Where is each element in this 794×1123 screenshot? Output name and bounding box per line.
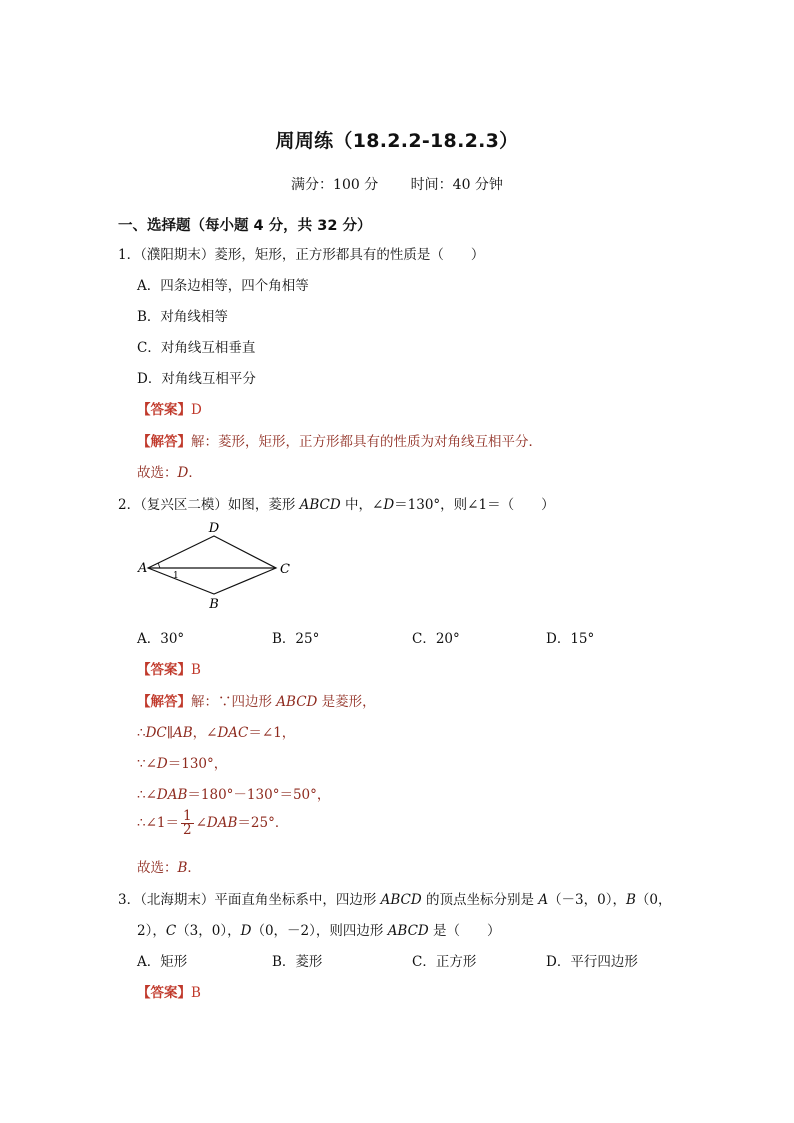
stem-var: ABCD: [387, 923, 429, 939]
time-limit: 时间：40 分钟: [410, 177, 503, 193]
q1-answer: [137, 398, 202, 418]
q2-solution-line-4: [137, 783, 330, 803]
label-c: C: [280, 562, 290, 577]
sol-text: ，∠: [192, 725, 218, 741]
stem-var: C: [165, 923, 177, 939]
q3-option-a: A．矩形: [137, 954, 188, 970]
exam-meta: [0, 174, 794, 194]
fraction-one-half: [181, 810, 194, 837]
q2-stem: [118, 493, 555, 513]
label-b: B: [209, 597, 219, 612]
stem-text: 是（ ）: [428, 923, 501, 939]
solution-text: 解：菱形，矩形，正方形都具有的性质为对角线互相平分．: [191, 434, 542, 450]
q1-option-c: C．对角线互相垂直: [137, 340, 256, 356]
section-heading: 一、选择题（每小题 4 分，共 32 分）: [118, 218, 372, 234]
sol-var: DC: [145, 725, 167, 741]
sol-text: ∠: [195, 815, 207, 831]
stem-var: A: [538, 892, 549, 908]
q2-solution-line-5: [137, 810, 288, 837]
choose-value: B: [177, 860, 188, 876]
fraction-denominator: 2: [183, 822, 192, 838]
answer-value: B: [191, 985, 201, 1001]
sol-text: ∴: [137, 725, 146, 741]
solution-tag: 【解答】: [137, 694, 191, 710]
stem-text: 的顶点坐标分别是: [421, 892, 539, 908]
choose-end: ．: [188, 465, 202, 481]
q2-option-b: B．25°: [272, 631, 320, 647]
q1-choose: [137, 461, 202, 481]
stem-text: （3，0），: [176, 923, 241, 939]
choose-label: 故选：: [137, 860, 178, 876]
full-score: 满分：100 分: [291, 177, 379, 193]
rhombus-outline: [148, 536, 276, 594]
q3-option-c: C．正方形: [412, 954, 477, 970]
q1-stem: 1．（濮阳期末）菱形，矩形，正方形都具有的性质是（ ）: [118, 247, 485, 263]
answer-value: B: [191, 662, 201, 678]
q3-stem-line-2: [137, 919, 501, 939]
label-angle-1: 1: [173, 571, 179, 581]
stem-text: （0，: [635, 892, 672, 908]
q3-option-b: B．菱形: [272, 954, 323, 970]
stem-text: （0，－2），则四边形: [251, 923, 388, 939]
label-a: A: [138, 561, 148, 576]
sol-var: AB: [173, 725, 193, 741]
sol-var: ABCD: [276, 694, 318, 710]
sol-text: ＝130°，: [167, 756, 228, 772]
solution-tag: 【解答】: [137, 434, 191, 450]
q1-option-d: D．对角线互相平分: [137, 371, 256, 387]
q2-option-d: D．15°: [546, 631, 595, 647]
stem-text: （－3，0），: [548, 892, 626, 908]
answer-tag: 【答案】: [137, 985, 191, 1001]
sol-var: DAB: [156, 787, 188, 803]
answer-tag: 【答案】: [137, 402, 191, 418]
q1-option-a: A．四条边相等，四个角相等: [137, 278, 309, 294]
sol-text: ＝25°．: [237, 815, 289, 831]
sol-text: ＝180°－130°＝50°，: [187, 787, 331, 803]
choose-end: ．: [187, 860, 201, 876]
stem-var: D: [240, 923, 252, 939]
q3-stem-line-1: [118, 888, 672, 908]
answer-value: D: [191, 402, 202, 418]
answer-tag: 【答案】: [137, 662, 191, 678]
stem-text: ＝130°，则∠1＝（ ）: [394, 497, 555, 513]
stem-d: D: [383, 497, 395, 513]
sol-var: D: [156, 756, 168, 772]
sol-text: 是菱形，: [317, 694, 376, 710]
rhombus-figure: [130, 518, 300, 612]
stem-text: 中，∠: [340, 497, 384, 513]
stem-abcd: ABCD: [299, 497, 341, 513]
sol-text: ∴∠1＝: [137, 815, 179, 831]
q1-solution: [137, 430, 542, 450]
q2-answer: [137, 658, 201, 678]
page-title: 周周练（18.2.2-18.2.3）: [275, 130, 519, 152]
sol-text: 解：∵四边形: [191, 694, 277, 710]
choose-label: 故选：: [137, 465, 178, 481]
q3-answer: [137, 981, 201, 1001]
sol-text: ∴∠: [137, 787, 157, 803]
fraction-numerator: 1: [183, 808, 192, 824]
sol-text: ∥: [166, 725, 173, 741]
choose-value: D: [177, 465, 189, 481]
q3-option-d: D．平行四边形: [546, 954, 638, 970]
stem-text: 2．（复兴区二模）如图，菱形: [118, 497, 300, 513]
label-d: D: [208, 521, 220, 536]
sol-var: DAC: [217, 725, 249, 741]
q2-option-c: C．20°: [412, 631, 460, 647]
sol-text: ∵∠: [137, 756, 157, 772]
stem-text: 3．（北海期末）平面直角坐标系中，四边形: [118, 892, 381, 908]
stem-var: ABCD: [380, 892, 422, 908]
angle-arc: [159, 563, 161, 568]
stem-text: 2），: [137, 923, 166, 939]
stem-var: B: [626, 892, 636, 908]
q1-option-b: B．对角线相等: [137, 309, 228, 325]
q2-option-a: A．30°: [137, 631, 185, 647]
q2-solution-line-3: [137, 752, 227, 772]
sol-var: DAB: [206, 815, 238, 831]
sol-text: ＝∠1，: [248, 725, 296, 741]
q2-solution-line-2: [137, 721, 295, 741]
q2-choose: [137, 856, 201, 876]
q2-solution-line-1: [137, 690, 376, 710]
